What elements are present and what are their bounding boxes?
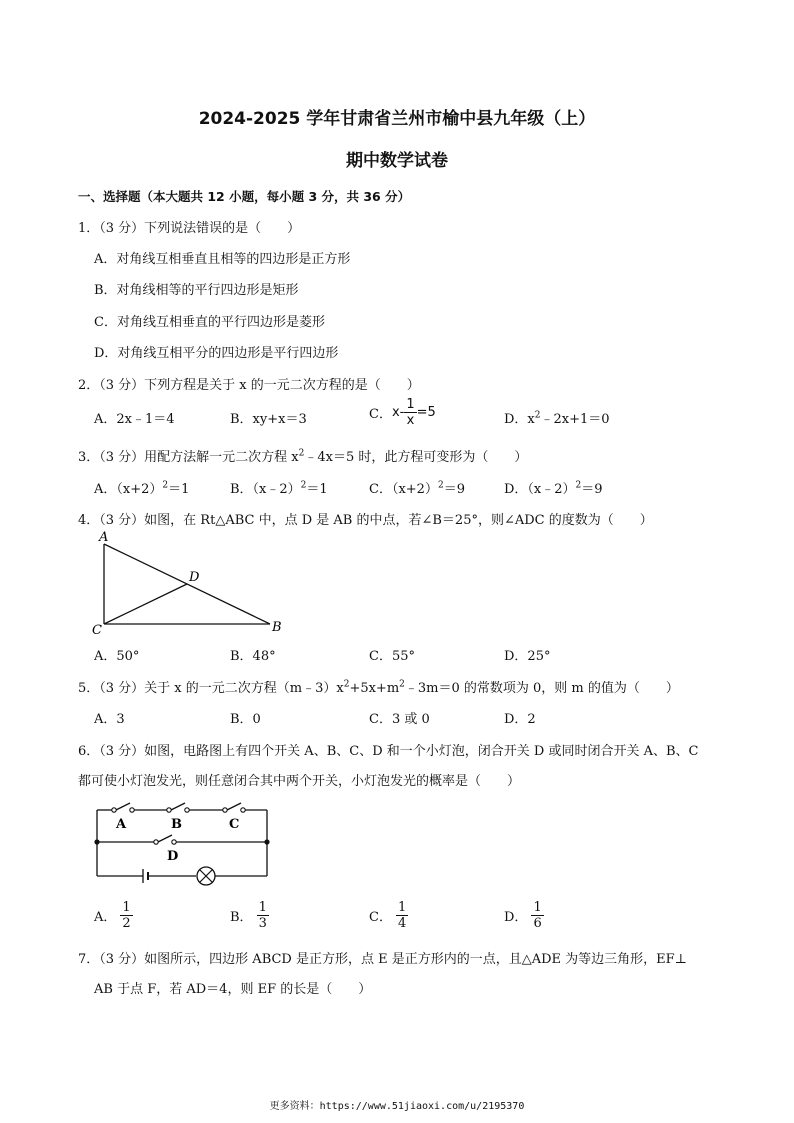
q6-b-label: B．: [230, 910, 253, 925]
q1-option-a: A．对角线互相垂直且相等的四边形是正方形: [94, 252, 351, 267]
switch-a-contact2: [130, 808, 134, 812]
q2-d-pre: D．x: [504, 412, 535, 427]
switch-d-contact: [154, 840, 158, 844]
switch-c-contact2: [241, 808, 245, 812]
q1-option-d: D．对角线互相平分的四边形是平行四边形: [94, 346, 339, 361]
q4-triangle-figure: [88, 530, 288, 638]
q6-stem-line1: 6．（3 分）如图，电路图上有四个开关 A、B、C、D 和一个小灯泡，闭合开关 D 或同时闭合开关 A、B、C: [78, 744, 699, 759]
q2-c-denominator: x: [406, 413, 415, 428]
switch-b-contact: [167, 808, 171, 812]
switch-c-contact: [223, 808, 227, 812]
q3-option-d: [504, 478, 603, 497]
switch-d-blade: [158, 835, 172, 842]
q3-b-post: ＝1: [306, 482, 328, 497]
switch-b-contact2: [185, 808, 189, 812]
q3-c-post: ＝9: [443, 482, 465, 497]
q2-d-post: ﹣2x+1＝0: [540, 412, 610, 427]
q6-stem-line2: 都可使小灯泡发光，则任意闭合其中两个开关，小灯泡发光的概率是（ ）: [78, 774, 521, 789]
point-label-b: B: [272, 620, 282, 635]
q6-c-fraction: [396, 900, 408, 931]
q3-option-a: [94, 478, 189, 497]
q5-option-b: B．0: [230, 712, 261, 727]
q7-stem-line1: 7．（3 分）如图所示，四边形 ABCD 是正方形，点 E 是正方形内的一点，且△ADE 为等边三角形，EF⊥: [78, 952, 687, 967]
q3-stem-pre: 3．（3 分）用配方法解一元二次方程 x: [78, 450, 299, 465]
switch-c-blade: [227, 803, 241, 810]
q6-d-num: 1: [533, 900, 542, 915]
switch-a-contact: [112, 808, 116, 812]
q4-option-d: D．25°: [504, 649, 551, 664]
q3-c-sup: 2: [437, 480, 444, 491]
q3-b-sup: 2: [300, 480, 307, 491]
q2-option-d: [504, 408, 610, 427]
q1-option-c: C．对角线互相垂直的平行四边形是菱形: [94, 315, 325, 330]
switch-a-blade: [116, 803, 130, 810]
q5-stem-sup1: 2: [343, 679, 350, 690]
q6-b-fraction: [257, 900, 269, 931]
q2-option-b: B．xy+x＝3: [230, 412, 307, 427]
q3-a-pre: A．（x+2）: [94, 482, 163, 497]
q5-option-c: C．3 或 0: [369, 712, 430, 727]
q3-stem-post: ﹣4x＝5 时，此方程可变形为（ ）: [304, 450, 528, 465]
q6-d-label: D．: [504, 910, 528, 925]
q1-stem: 1．（3 分）下列说法错误的是（ ）: [78, 221, 301, 236]
footer-link[interactable]: 更多资料：https://www.51jiaoxi.com/u/2195370: [269, 1101, 525, 1112]
q5-stem-pre: 5．（3 分）关于 x 的一元二次方程（m﹣3）x: [78, 681, 344, 696]
q2-stem: 2．（3 分）下列方程是关于 x 的一元二次方程的是（ ）: [78, 378, 420, 393]
q6-a-num: 1: [122, 900, 131, 915]
q6-c-den: 4: [397, 916, 407, 931]
q5-option-d: D．2: [504, 712, 536, 727]
q2-option-c: [369, 397, 436, 428]
q2-option-c-fraction: [404, 397, 416, 428]
q3-stem-sup: 2: [298, 448, 305, 459]
point-label-c: C: [92, 623, 102, 638]
q3-d-sup: 2: [575, 480, 582, 491]
q5-stem-mid: +5x+m: [349, 681, 400, 696]
q3-option-b: [230, 478, 328, 497]
q3-option-c: [369, 478, 465, 497]
switch-b-blade: [171, 803, 185, 810]
q4-option-a: A．50°: [94, 649, 140, 664]
q1-option-b: B．对角线相等的平行四边形是矩形: [94, 283, 299, 298]
q3-a-post: ＝1: [168, 482, 190, 497]
q3-d-post: ＝9: [581, 482, 603, 497]
q4-option-c: C．55°: [369, 649, 415, 664]
q7-stem-line2: AB 于点 F，若 AD＝4，则 EF 的长是（ ）: [94, 982, 372, 997]
q3-stem: [78, 446, 527, 465]
q6-d-den: 6: [533, 916, 542, 931]
q6-option-c: [369, 900, 408, 931]
q6-option-a: [94, 900, 133, 931]
switch-label-a: A: [116, 817, 127, 832]
switch-label-d: D: [167, 849, 179, 864]
q6-a-label: A．: [94, 910, 117, 925]
q5-stem-sup2: 2: [399, 679, 405, 690]
q6-circuit-figure: [90, 800, 280, 892]
switch-d-contact2: [172, 840, 176, 844]
paper-title-line2: 期中数学试卷: [346, 151, 448, 171]
q6-b-num: 1: [258, 900, 267, 915]
q6-b-den: 3: [258, 916, 267, 931]
point-label-d: D: [189, 570, 200, 585]
q2-option-c-label: C．: [369, 407, 392, 422]
q5-stem-post: ﹣3m＝0 的常数项为 0，则 m 的值为（ ）: [404, 681, 679, 696]
q3-a-sup: 2: [162, 480, 169, 491]
q2-c-numerator: 1: [406, 397, 415, 412]
q6-c-num: 1: [397, 900, 407, 915]
q3-c-pre: C．（x+2）: [369, 482, 438, 497]
q3-b-pre: B．（x﹣2）: [230, 482, 301, 497]
q6-c-label: C．: [369, 910, 392, 925]
q2-option-c-post: =5: [416, 405, 436, 420]
q6-option-b: [230, 900, 269, 931]
paper-title-line1: 2024-2025 学年甘肃省兰州市榆中县九年级（上）: [198, 109, 596, 129]
q6-d-fraction: [531, 900, 543, 931]
switch-label-c: C: [229, 817, 240, 832]
switch-label-b: B: [171, 817, 182, 832]
q5-option-a: A．3: [94, 712, 125, 727]
point-label-a: A: [99, 530, 109, 545]
q6-option-d: [504, 900, 544, 931]
q2-option-c-pre: x-: [391, 405, 405, 420]
q3-d-pre: D．（x﹣2）: [504, 482, 576, 497]
q4-option-b: B．48°: [230, 649, 276, 664]
section-heading: 一、选择题（本大题共 12 小题，每小题 3 分，共 36 分）: [78, 189, 411, 204]
q4-stem: 4．（3 分）如图，在 Rt△ABC 中，点 D 是 AB 的中点，若∠B＝25°，则∠ADC 的度数为（ ）: [78, 513, 653, 528]
q2-d-sup: 2: [534, 410, 541, 421]
q5-stem: [78, 677, 679, 696]
q6-a-den: 2: [122, 916, 131, 931]
q2-option-a: A．2x﹣1＝4: [94, 412, 175, 427]
q6-a-fraction: [120, 900, 132, 931]
segment-cd: [104, 584, 187, 624]
